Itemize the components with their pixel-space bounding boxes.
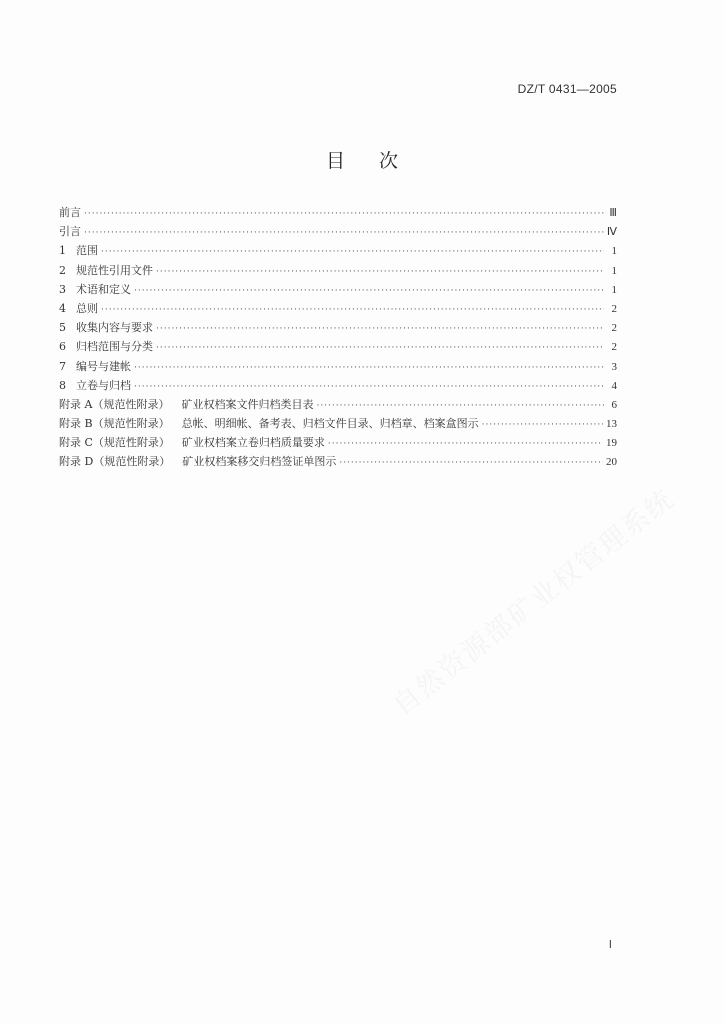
toc-entry-page: 6 <box>611 398 617 411</box>
toc-entry-terms-definitions[interactable] <box>59 280 617 299</box>
toc-leader-dots <box>134 359 604 378</box>
toc-entry-label: 收集内容与要求 <box>76 321 153 335</box>
toc-entry-page: 2 <box>611 302 617 315</box>
toc-leader-dots <box>482 416 603 435</box>
toc-entry-page: 13 <box>606 418 617 431</box>
toc-entry-archiving-scope[interactable] <box>59 337 617 356</box>
annex-label: 附录 A（规范性附录） <box>59 397 170 411</box>
toc-entry-annex-c[interactable] <box>59 433 617 452</box>
toc-entry-annex-a[interactable] <box>59 395 617 414</box>
toc-entry-label: 总则 <box>76 301 98 315</box>
toc-entry-label: 归档范围与分类 <box>76 340 153 354</box>
toc-entry-label: 立卷与归档 <box>76 378 131 392</box>
toc-leader-dots <box>84 205 604 224</box>
toc-leader-dots <box>339 454 603 473</box>
annex-title: 矿业权档案文件归档类目表 <box>181 397 314 411</box>
toc-entry-number: 3 <box>59 282 66 296</box>
toc-entry-label: 引言 <box>59 225 81 239</box>
toc-entry-number: 8 <box>59 378 66 392</box>
annex-title: 矿业权档案立卷归档质量要求 <box>181 436 325 450</box>
toc-entry-number: 2 <box>59 263 66 277</box>
toc-entry-label: 规范性引用文件 <box>76 263 153 277</box>
toc-entry-page: 1 <box>611 283 617 296</box>
page-number: Ⅰ <box>608 939 612 951</box>
toc-leader-dots <box>101 301 604 320</box>
toc-entry-page: 1 <box>611 264 617 277</box>
toc-entry-page: 1 <box>611 245 617 258</box>
toc-entry-label: 术语和定义 <box>76 282 131 296</box>
toc-entry-label: 前言 <box>59 206 81 219</box>
toc-leader-dots <box>328 435 603 454</box>
toc-entry-collection-requirements[interactable] <box>59 318 617 337</box>
toc-entry-label: 编号与建帐 <box>76 359 131 373</box>
toc-entry-annex-d[interactable] <box>59 452 617 471</box>
toc-leader-dots <box>84 224 604 243</box>
toc-entry-label: 范围 <box>76 244 98 258</box>
toc-entry-page: Ⅳ <box>606 226 617 239</box>
toc-entry-page: 2 <box>611 322 617 335</box>
toc-entry-preface[interactable] <box>59 203 617 222</box>
toc-entry-page: Ⅲ <box>609 207 617 219</box>
toc-leader-dots <box>156 320 604 339</box>
annex-label: 附录 C（规范性附录） <box>59 436 170 450</box>
toc-entry-number: 1 <box>59 244 66 258</box>
toc-entry-scope[interactable] <box>59 241 617 260</box>
toc-entry-numbering-ledger[interactable] <box>59 357 617 376</box>
annex-title: 矿业权档案移交归档签证单图示 <box>182 455 337 469</box>
toc-entry-number: 4 <box>59 301 66 315</box>
toc-title: 目次 <box>325 150 432 172</box>
toc-leader-dots <box>134 282 604 301</box>
annex-label: 附录 B（规范性附录） <box>59 417 170 431</box>
toc-entry-page: 3 <box>611 360 617 373</box>
watermark: 自然资源部矿业权管理系统 <box>387 483 681 723</box>
toc-entry-page: 2 <box>611 341 617 354</box>
toc-leader-dots <box>156 263 604 282</box>
toc-leader-dots <box>101 243 604 262</box>
toc-entry-page: 19 <box>606 437 617 450</box>
toc-entry-general-principles[interactable] <box>59 299 617 318</box>
annex-title: 总帐、明细帐、备考表、归档文件目录、归档章、档案盒图示 <box>181 417 479 431</box>
toc-entry-number: 7 <box>59 359 66 373</box>
toc-entry-annex-b[interactable] <box>59 414 617 433</box>
toc-entry-introduction[interactable] <box>59 222 617 241</box>
toc-entry-normative-references[interactable] <box>59 261 617 280</box>
toc-entry-filing-archiving[interactable] <box>59 376 617 395</box>
toc-entry-number: 5 <box>59 321 66 335</box>
toc-leader-dots <box>156 339 604 358</box>
annex-label: 附录 D（规范性附录） <box>59 455 171 469</box>
toc-entry-page: 20 <box>606 456 617 469</box>
table-of-contents <box>59 203 617 472</box>
toc-entry-number: 6 <box>59 340 66 354</box>
standard-code: DZ/T 0431—2005 <box>517 82 617 96</box>
toc-entry-page: 4 <box>611 379 617 392</box>
